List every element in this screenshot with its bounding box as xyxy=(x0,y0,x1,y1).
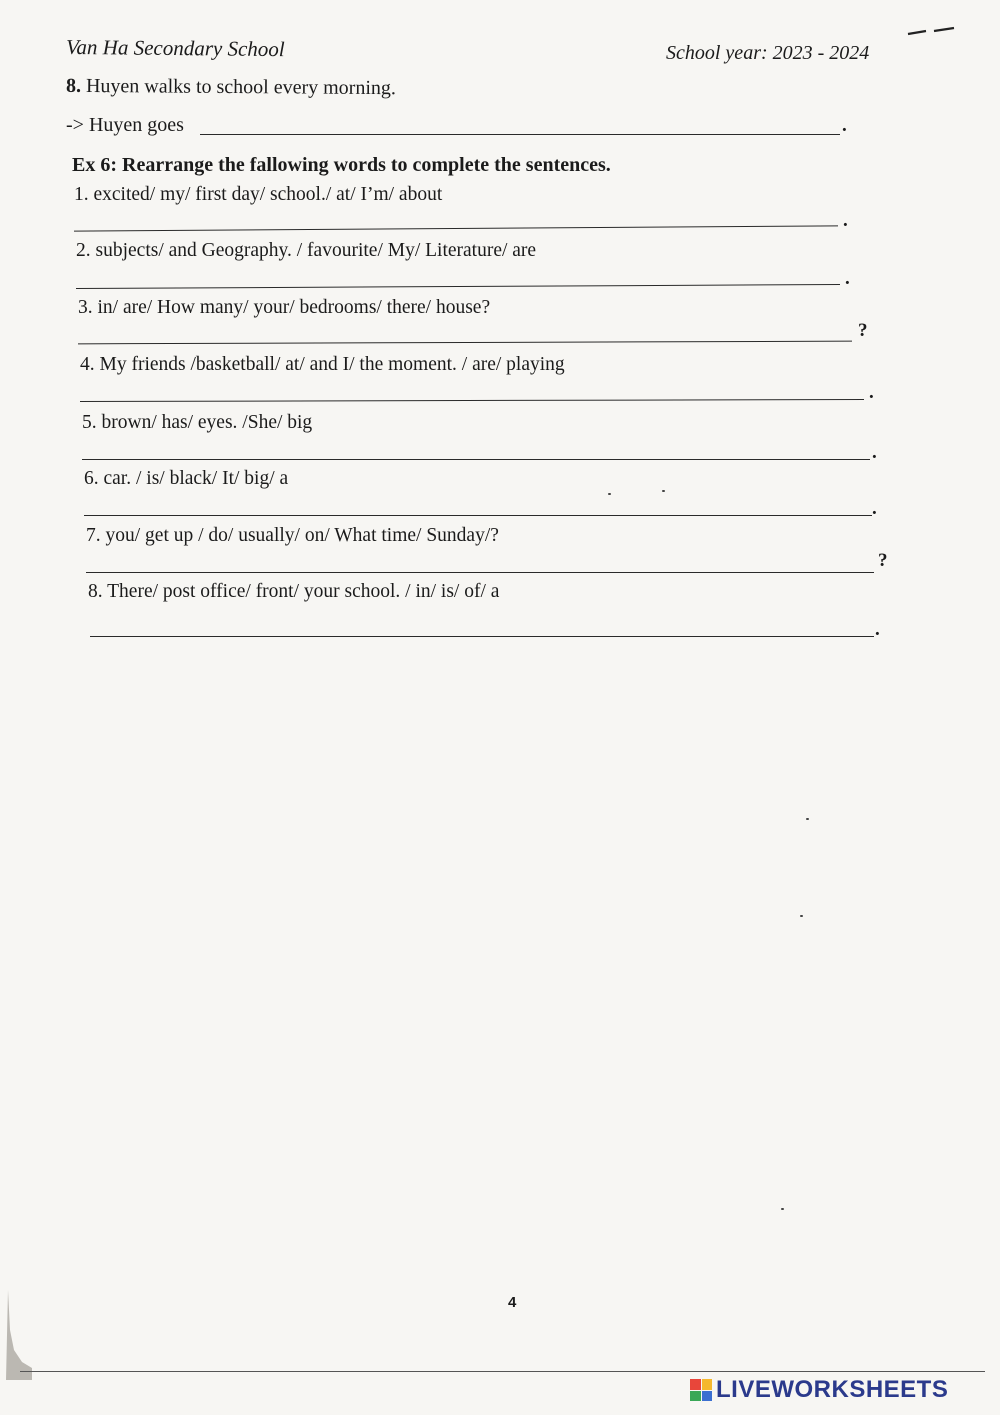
answer-line-2[interactable] xyxy=(76,284,840,289)
scan-speck xyxy=(662,490,665,492)
end-mark-2: . xyxy=(845,268,850,289)
brand-logo-icon xyxy=(690,1379,712,1401)
scan-speck xyxy=(608,493,611,495)
previous-question xyxy=(66,75,396,100)
brand-text: LIVEWORKSHEETS xyxy=(716,1376,949,1403)
exercise-item-7: 7. you/ get up / do/ usually/ on/ What time/ Sunday/? xyxy=(86,525,499,546)
scan-edge-smudge xyxy=(4,1290,34,1380)
answer-line-6[interactable] xyxy=(84,515,872,516)
exercise-item-5: 5. brown/ has/ eyes. /She/ big xyxy=(82,412,313,433)
answer-line-7[interactable] xyxy=(86,572,874,573)
exercise-item-3: 3. in/ are/ How many/ your/ bedrooms/ there/ house? xyxy=(78,297,491,318)
end-mark-7: ? xyxy=(878,550,888,571)
liveworksheets-brand[interactable] xyxy=(690,1376,948,1404)
school-year: School year: 2023 - 2024 xyxy=(666,42,870,64)
exercise-item-8: 8. There/ post office/ front/ your school. / in/ is/ of/ a xyxy=(88,581,500,602)
scan-speck xyxy=(781,1208,784,1210)
brand-logo-cell xyxy=(690,1379,701,1390)
scan-speck xyxy=(800,915,803,917)
brand-logo-cell xyxy=(690,1391,701,1402)
page-number: 4 xyxy=(508,1294,517,1311)
exercise-item-6: 6. car. / is/ black/ It/ big/ a xyxy=(84,468,289,489)
brand-logo-cell xyxy=(702,1379,713,1390)
scan-speck xyxy=(806,818,809,820)
previous-question-number: 8. xyxy=(65,74,82,97)
end-mark-5: . xyxy=(872,442,877,463)
answer-end-mark: . xyxy=(842,115,847,136)
answer-line-3[interactable] xyxy=(78,341,852,345)
answer-line-5[interactable] xyxy=(82,459,870,460)
answer-line[interactable] xyxy=(200,134,840,135)
answer-prefix: -> Huyen goes xyxy=(66,114,184,136)
brand-logo-cell xyxy=(702,1391,713,1402)
answer-line-8[interactable] xyxy=(90,636,874,637)
end-mark-8: . xyxy=(875,619,880,640)
end-mark-6: . xyxy=(872,498,877,519)
school-name: Van Ha Secondary School xyxy=(65,34,285,62)
corner-mark xyxy=(906,26,956,38)
exercise-item-1: 1. excited/ my/ first day/ school./ at/ I’m/ about xyxy=(74,184,443,205)
answer-line-4[interactable] xyxy=(80,399,864,402)
previous-question-text: Huyen walks to school every morning. xyxy=(85,74,397,100)
exercise-item-2: 2. subjects/ and Geography. / favourite/ My/ Literature/ are xyxy=(76,240,537,261)
previous-answer-row xyxy=(66,114,184,137)
bottom-edge-line xyxy=(20,1371,985,1372)
answer-line-1[interactable] xyxy=(74,225,838,231)
end-mark-4: . xyxy=(869,382,874,403)
exercise-title: Ex 6: Rearrange the fallowing words to complete the sentences. xyxy=(72,154,611,176)
exercise-item-4: 4. My friends /basketball/ at/ and I/ the moment. / are/ playing xyxy=(80,354,565,375)
end-mark-1: . xyxy=(843,210,848,231)
end-mark-3: ? xyxy=(858,320,868,341)
